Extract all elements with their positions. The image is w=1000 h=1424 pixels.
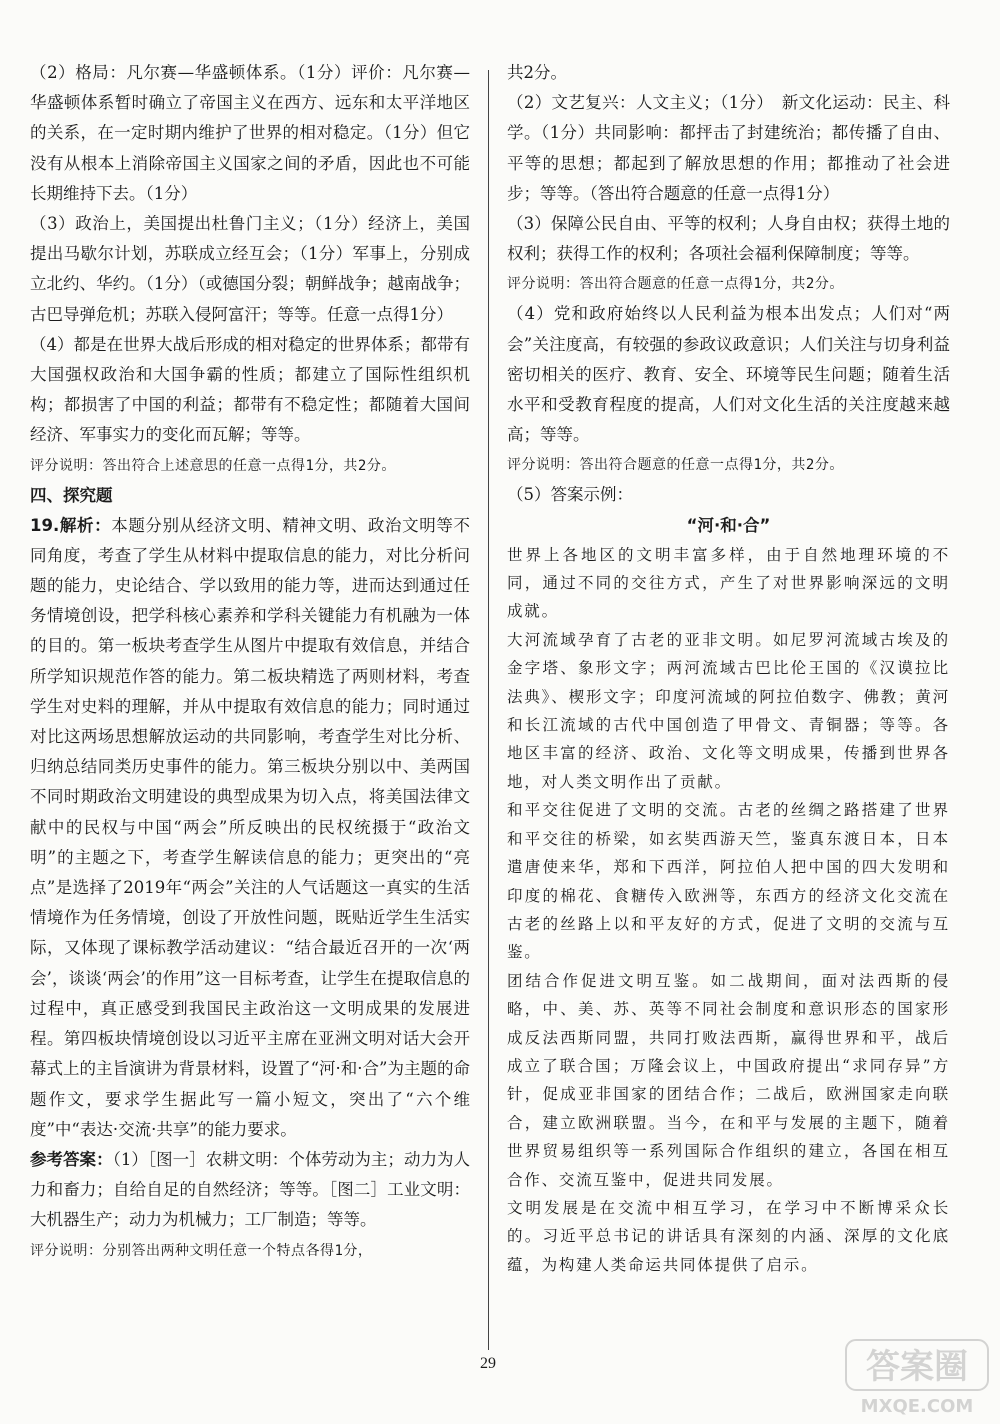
svg-text:MXQE.COM: MXQE.COM — [860, 1396, 974, 1417]
answer-paragraph: （4）党和政府始终以人民利益为根本出发点；人们对“两会”关注度高，有较强的参政议政意识；人们关注与切身利益密切相关的医疗、教育、安全、环境等民生问题；随着生活水平和受教育程度的提高，人们对文化生活的关注度越来越高；等等。 — [507, 304, 950, 445]
scoring-note: 评分说明：答出符合上述意思的任意一点得1分，共2分。 — [30, 457, 396, 474]
left-column — [30, 58, 470, 1266]
page-number: 29 — [480, 1355, 496, 1372]
labeled-paragraph — [30, 511, 470, 1145]
scoring-note: 评分说明：答出符合题意的任意一点得1分，共2分。 — [507, 276, 844, 293]
paragraph-label: 参考答案： — [30, 1149, 113, 1169]
essay-title: “河·和·合” — [686, 515, 771, 535]
essay-paragraph: 世界上各地区的文明丰富多样，由于自然地理环境的不同，通过不同的交往方式，产生了对世界影响深远的文明成就。 — [507, 545, 950, 621]
essay-paragraph: 大河流域孕育了古老的亚非文明。如尼罗河流域古埃及的金字塔、象形文字；两河流域古巴比伦王国的《汉谟拉比法典》、楔形文字；印度河流域的阿拉伯数字、佛教；黄河和长江流域的古代中国创造了甲骨文、青铜器；等等。各地区丰富的经济、政治、文化等文明成果，传播到世界各地，对人类文明作出了贡献。 — [507, 630, 950, 791]
essay-paragraph: 文明发展是在交流中相互学习，在学习中不断博采众长的。习近平总书记的讲话具有深刻的内涵、深厚的文化底蕴，为构建人类命运共同体提供了启示。 — [507, 1198, 950, 1274]
column-divider — [488, 70, 489, 1350]
svg-text:答案圈: 答案圈 — [866, 1347, 968, 1387]
answer-paragraph: （2）文艺复兴：人文主义；（1分） 新文化运动：民主、科学。（1分）共同影响：都抨击了封建统治；都传播了自由、平等的思想；都起到了解放思想的作用；都推动了社会进步；等等。（答出符合题意的任意一点得1分） — [507, 93, 950, 203]
paragraph-text: （1）［图一］农耕文明：个体劳动为主；动力为人力和畜力；自给自足的自然经济；等等。［图二］工业文明：大机器生产；动力为机械力；工厂制造；等等。 — [30, 1149, 470, 1230]
essay-paragraph: 团结合作促进文明互鉴。如二战期间，面对法西斯的侵略，中、美、苏、英等不同社会制度和意识形态的国家形成反法西斯同盟，共同打败法西斯，赢得世界和平，战后成立了联合国；万隆会议上，中国政府提出“求同存异”方针，促成亚非国家的团结合作；二战后，欧洲国家走向联合，建立欧洲联盟。当今，在和平与发展的主题下，随着世界贸易组织等一系列国际合作组织的建立，各国在相互合作、交流互鉴中，促进共同发展。 — [507, 971, 950, 1189]
scoring-note: 评分说明：分别答出两种文明任意一个特点各得1分， — [30, 1242, 373, 1259]
section-heading: 四、探究题 — [30, 485, 113, 505]
right-column — [507, 58, 950, 1279]
watermark-graphic — [842, 1336, 992, 1420]
answer-paragraph: （3）政治上，美国提出杜鲁门主义；（1分）经济上，美国提出马歇尔计划，苏联成立经互会；（1分）军事上，分别成立北约、华约。（1分）（或德国分裂；朝鲜战争；越南战争；古巴导弹危机；苏联入侵阿富汗；等等。任意一点得1分） — [30, 214, 470, 324]
watermark-logo — [842, 1336, 992, 1420]
answer-paragraph: 共2分。 — [507, 63, 567, 82]
scoring-note: 评分说明：答出符合题意的任意一点得1分，共2分。 — [507, 457, 844, 474]
labeled-paragraph — [30, 1145, 470, 1236]
paragraph-label: 19.解析： — [30, 515, 112, 535]
answer-paragraph: （3）保障公民自由、平等的权利；人身自由权；获得土地的权利；获得工作的权利；各项社会福利保障制度；等等。 — [507, 214, 950, 264]
answer-paragraph: （5）答案示例： — [507, 485, 633, 505]
essay-paragraph: 和平交往促进了文明的交流。古老的丝绸之路搭建了世界和平交往的桥梁，如玄奘西游天竺，鉴真东渡日本，日本遣唐使来华，郑和下西洋，阿拉伯人把中国的四大发明和印度的棉花、食糖传入欧洲等，东西方的经济文化交流在古老的丝路上以和平友好的方式，促进了文明的交流与互鉴。 — [507, 801, 950, 962]
answer-paragraph: （2）格局：凡尔赛—华盛顿体系。（1分）评价：凡尔赛—华盛顿体系暂时确立了帝国主义在西方、远东和太平洋地区的关系，在一定时期内维护了世界的相对稳定。（1分）但它没有从根本上消除帝国主义国家之间的矛盾，因此也不可能长期维持下去。（1分） — [30, 63, 470, 203]
answer-paragraph: （4）都是在世界大战后形成的相对稳定的世界体系；都带有大国强权政治和大国争霸的性质；都建立了国际性组织机构；都损害了中国的利益；都带有不稳定性；都随着大国间经济、军事实力的变化而瓦解；等等。 — [30, 334, 470, 445]
paragraph-text: 本题分别从经济文明、精神文明、政治文明等不同角度，考查了学生从材料中提取信息的能力，对比分析问题的能力，史论结合、学以致用的能力等，进而达到通过任务情境创设，把学科核心素养和学科关键能力有机融为一体的目的。第一板块考查学生从图片中提取有效信息，并结合所学知识规范作答的能力。第二板块精选了两则材料，考查学生对史料的理解，并从中提取有效信息的能力；同时通过对比这两场思想解放运动的共同影响，考查学生对比分析、归纳总结同类历史事件的能力。第三板块分别以中、美两国不同时期政治文明建设的典型成果为切入点，将美国法律文献中的民权与中国“两会”所反映出的民权统摄于“政治文明”的主题之下，考查学生解读信息的能力；更突出的“亮点”是选择了2019年“两会”关注的人气话题这一真实的生活情境作为任务情境，创设了开放性问题，既贴近学生生活实际，又体现了课标教学活动建议：“结合最近召开的一次‘两会’，谈谈‘两会’的作用”这一目标考查，让学生在提取信息的过程中，真正感受到我国民主政治这一文明成果的发展进程。第四板块情境创设以习近平主席在亚洲文明对话大会开幕式上的主旨演讲为背景材料，设置了“河·和·合”为主题的命题作文，要求学生据此写一篇小短文，突出了“六个维度”中“表达·交流·共享”的能力要求。 — [30, 515, 471, 1139]
